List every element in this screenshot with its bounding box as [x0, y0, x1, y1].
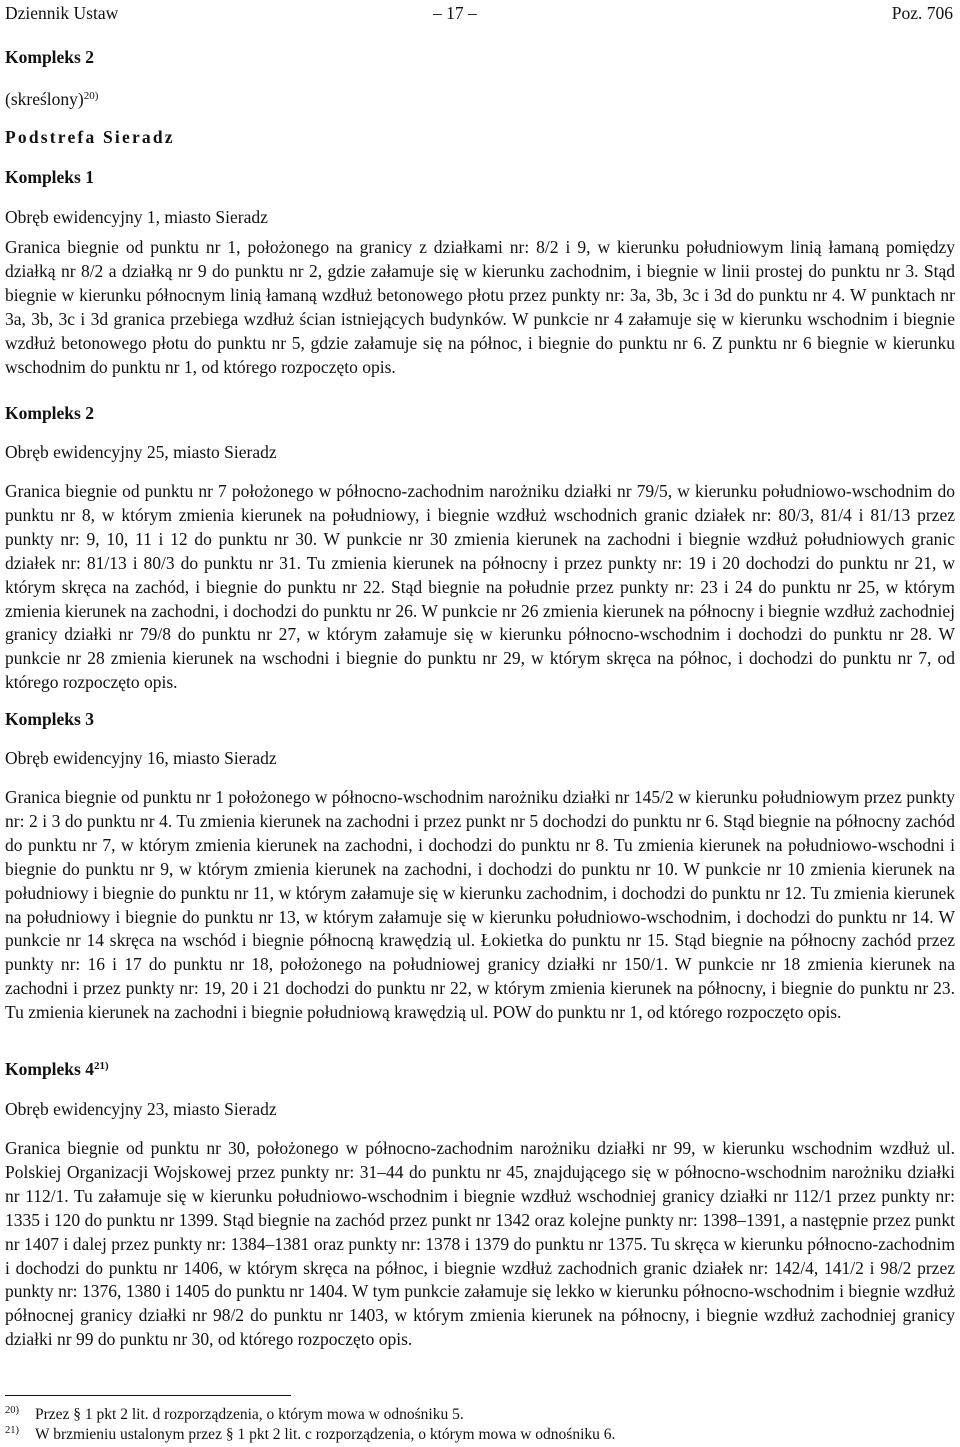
description-kompleks-2: Granica biegnie od punktu nr 7 położonego w północno-zachodnim narożniku działki nr 79/5, w kierunku południowo-wschodnim do punktu nr 8, w którym zmienia kierunek na południowy, i biegnie wzdłuż wschodnich granic działek nr: 80/3, 81/4 i 81/13 przez punkty nr: 9, 10, 11 i 12 do punktu nr 30. W punkcie nr 30 zmienia kierunek na zachodni i biegnie wzdłuż południowych granic działek nr: 81/13 i 80/3 do punktu nr 31. Tu zmienia kierunek na północny i przez punkty nr: 19 i 20 dochodzi do punktu nr 21, w którym skręca na zachód, i biegnie do punktu nr 22. Stąd biegnie na południe przez punkty nr: 23 i 24 do punktu nr 25, w którym zmienia kierunek na zachodni, i dochodzi do punktu nr 26. W punkcie nr 26 zmienia kierunek na północny i biegnie wzdłuż zachodniej granicy działki nr 79/8 do punktu nr 27, w którym załamuje się w kierunku północno-wschodnim i dochodzi do punktu nr 28. W punkcie nr 28 zmienia kierunek na wschodni i biegnie do punktu nr 29, w którym skręca na północ, i dochodzi do punktu nr 7, od którego rozpoczęto opis. — [5, 481, 955, 693]
description-kompleks-4: Granica biegnie od punktu nr 30, położonego w północno-zachodnim narożniku działki nr 99, w kierunku wschodnim wzdłuż ul. Polskiej Organizacji Wojskowej przez punkty nr: 31–44 do punktu nr 45, znajdującego się w północno-wschodnim narożniku działki nr 112/1. Tu załamuje się w kierunku południowo-wschodnim i biegnie wzdłuż wschodniej granicy działki nr 112/1 przez punkty nr: 1335 i 120 do punktu nr 1399. Stąd biegnie na zachód przez punkt nr 1342 oraz kolejne punkty nr: 1398–1391, a następnie przez punkt nr 1407 i dalej przez punkty nr: 1384–1381 oraz punkty nr: 1378 i 1379 do punktu nr 1375. Tu skręca w kierunku północno-zachodnim i dochodzi do punktu nr 1406, w którym skręca na północ, i biegnie wzdłuż zachodnich granic działek nr: 142/4, 141/2 i 98/2 przez punkty nr: 1376, 1380 i 1405 do punktu nr 1404. W tym punkcie załamuje się lekko w kierunku północno-wschodnim i biegnie wzdłuż północnej granicy działki nr 98/2 do punktu nr 1403, w którym zmienia kierunek na północny, i biegnie wzdłuż zachodniej granicy działki nr 99 do punktu nr 30, od którego rozpoczęto opis. — [5, 1138, 955, 1350]
footnote-ref-21: 21) — [93, 1060, 109, 1072]
description-kompleks-1: Granica biegnie od punktu nr 1, położonego na granicy z działkami nr: 8/2 i 9, w kierunku południowym linią łamaną pomiędzy działką nr 8/2 a działką nr 9 do punktu nr 2, gdzie załamuje się w kierunku zachodnim, i biegnie w linii prostej do punktu nr 3. Stąd biegnie w kierunku północnym linią łamaną wzdłuż betonowego płotu przez punkty nr: 3a, 3b, 3c i 3d do punktu nr 4. W punktach nr 3a, 3b, 3c i 3d granica przebiega wzdłuż ścian istniejących budynków. W punkcie nr 4 załamuje się w kierunku wschodnim i biegnie wzdłuż betonowego płotu do punktu nr 5, gdzie załamuje się na północ, i biegnie do punktu nr 6. Z punktu nr 6 biegnie w kierunku wschodnim do punktu nr 1, od którego rozpoczęto opis. — [5, 237, 955, 377]
area-kompleks-3: Obręb ewidencyjny 16, miasto Sieradz — [5, 748, 277, 768]
area-kompleks-2: Obręb ewidencyjny 25, miasto Sieradz — [5, 442, 277, 462]
footnote-text: W brzmieniu ustalonym przez § 1 pkt 2 lit. c rozporządzenia, o którym mowa w odnośniku 6. — [35, 1426, 616, 1443]
kompleks-4-label: Kompleks 4 — [5, 1059, 94, 1079]
page-number: – 17 – — [433, 3, 477, 23]
footnote-divider — [5, 1395, 291, 1396]
deleted-label: (skreślony) — [5, 89, 84, 109]
page-header — [5, 0, 955, 26]
heading-kompleks-1: Kompleks 1 — [5, 167, 94, 187]
journal-name: Dziennik Ustaw — [5, 3, 119, 23]
footnote-text: Przez § 1 pkt 2 lit. d rozporządzenia, o którym mowa w odnośniku 5. — [35, 1406, 464, 1423]
footnote-number: 20) — [5, 1405, 19, 1416]
description-kompleks-3: Granica biegnie od punktu nr 1 położonego w północno-wschodnim narożniku działki nr 145/2 w kierunku południowym przez punkty nr: 2 i 3 do punktu nr 4. Tu zmienia kierunek na zachodni i przez punkt nr 5 dochodzi do punktu nr 6. Stąd biegnie na północny zachód do punktu nr 7, w którym zmienia kierunek na zachodni, i dochodzi do punktu nr 8. Tu zmienia kierunek na południowo-wschodni i biegnie do punktu nr 9, w którym zmienia kierunek na zachodni, i dochodzi do punktu nr 10. W punkcie nr 10 zmienia kierunek na południowy i biegnie do punktu nr 11, w którym załamuje się w kierunku zachodnim, i dochodzi do punktu nr 12. Tu zmienia kierunek na południowy i biegnie do punktu nr 13, w którym załamuje się w kierunku południowo-wschodnim, i dochodzi do punktu nr 14. W punkcie nr 14 skręca na wschód i biegnie północną krawędzią ul. Łokietka do punktu nr 15. Stąd biegnie na północny zachód przez punkty nr: 16 i 17 do punktu nr 18, położonego na południowej granicy działki nr 150/1. W punkcie nr 18 zmienia kierunek na zachodni i przez punkty nr: 19, 20 i 21 dochodzi do punktu nr 22, w którym zmienia kierunek na północny, i biegnie do punktu nr 23. Tu zmienia kierunek na zachodni i biegnie południową krawędzią ul. POW do punktu nr 1, od którego rozpoczęto opis. — [5, 787, 955, 1023]
heading-kompleks-3: Kompleks 3 — [5, 709, 94, 729]
heading-kompleks-2: Kompleks 2 — [5, 403, 94, 423]
heading-kompleks-2-deleted: Kompleks 2 — [5, 47, 94, 67]
subzone-heading: Podstrefa Sieradz — [5, 127, 175, 147]
heading-kompleks-4 — [5, 1058, 955, 1082]
deleted-note — [5, 88, 955, 112]
footnote-number: 21) — [5, 1425, 19, 1436]
position-number: Poz. 706 — [891, 3, 953, 23]
area-kompleks-1: Obręb ewidencyjny 1, miasto Sieradz — [5, 207, 268, 227]
footnote-ref-20: 20) — [83, 90, 99, 102]
area-kompleks-4: Obręb ewidencyjny 23, miasto Sieradz — [5, 1099, 277, 1119]
